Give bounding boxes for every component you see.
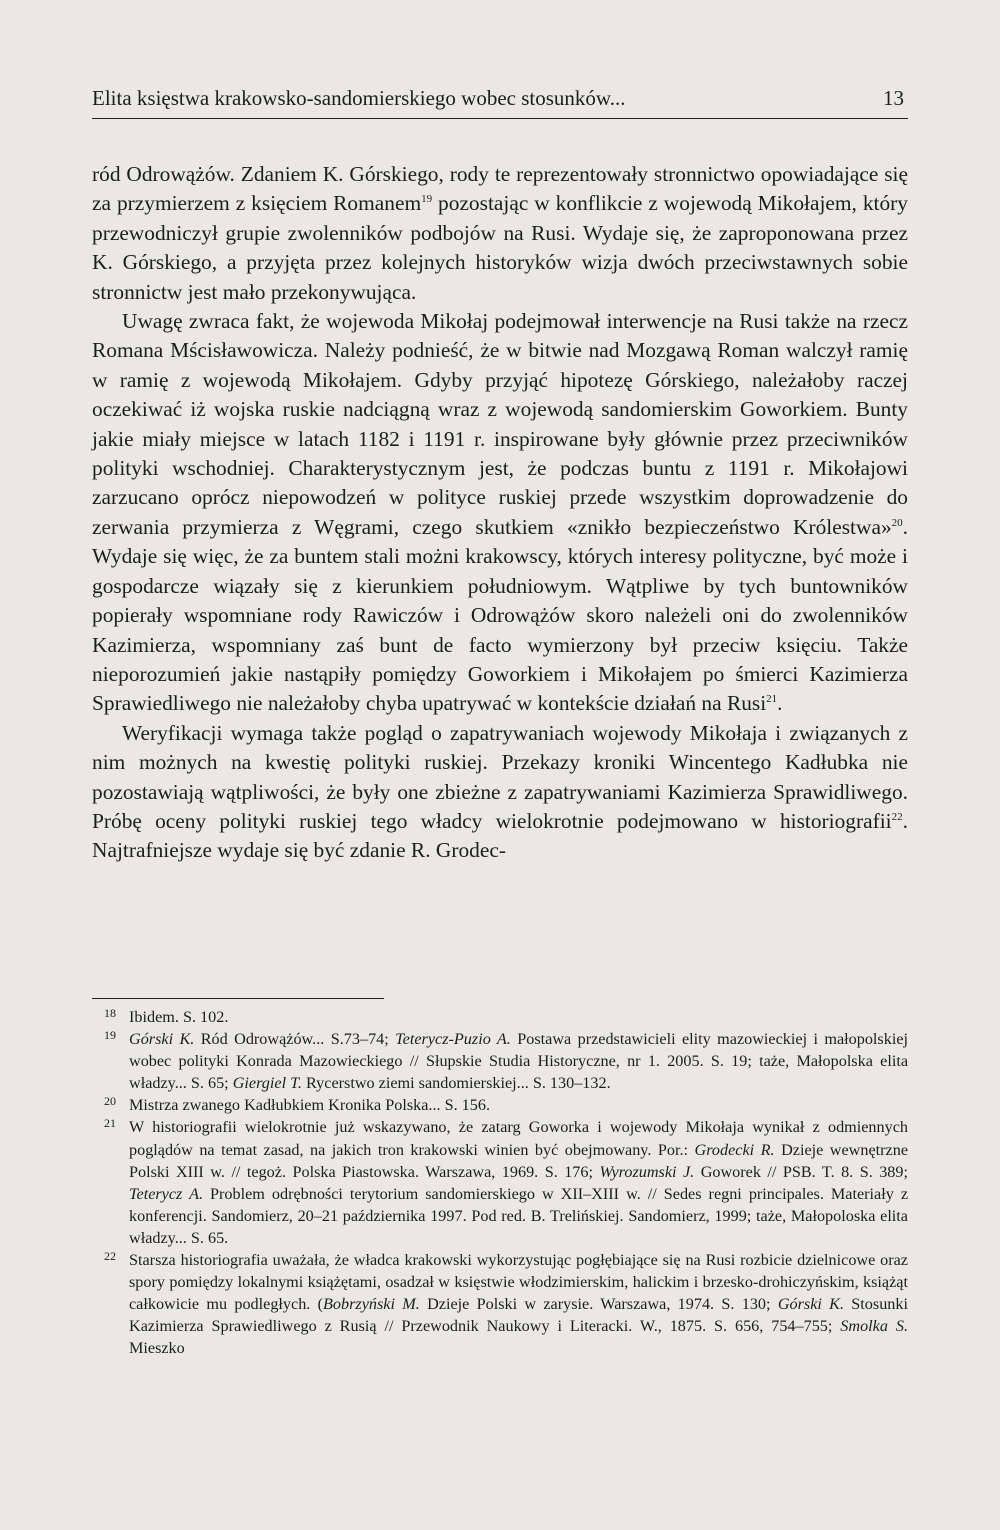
paragraph-2: Uwagę zwraca fakt, że wojewoda Mikołaj podejmował interwencje na Rusi także na rzecz Romana Mścisławowicza. Należy podnieść, że w bitwie nad Mozgawą Roman walczył ramię w ramię z wojewodą Mikołajem. Gdyby przyjąć hipotezę Górskiego, należałoby raczej oczekiwać iż wojska ruskie nadciągną wraz z wojewodą sandomierskim Goworkiem. Bunty jakie miały miejsce w latach 1182 i 1191 r. inspirowane były głównie przez przeciwników polityki wschodniej. Charakterystycznym jest, że podczas buntu z 1191 r. Mikołajowi zarzucano oprócz niepowodzeń w polityce ruskiej przede wszystkim doprowadzenie do zerwania przymierza z Węgrami, czego skutkiem «znikło bezpieczeństwo Królestwa»$^{20}$. Wydaje się więc, że za buntem stali możni krakowscy, których interesy polityczne, być może i gospodarcze wiązały się z kierunkiem południowym. Wątpliwe by tych buntowników popierały wspomniane rody Rawiczów i Odrowążów skoro należeli oni do zwolenników Kazimierza, wspomniany zaś bunt de facto wymierzony był przeciw księciu. Także nieporozumień jakie nastąpiły pomiędzy Goworkiem i Mikołajem po śmierci Kazimierza Sprawiedliwego nie należałoby chyba upatrywać w kontekście działań na Rusi$^{21}$. <box>92 309 908 716</box>
footnote-ref-20: 20 <box>891 516 903 529</box>
paragraph-1: ród Odrowążów. Zdaniem K. Górskiego, rody te reprezentowały stronnictwo opowiadające się za przymierzem z księciem Romanem$^{19}$ pozostając w konflikcie z wojewodą Mikołajem, który przewodniczył grupie zwolenników podbojów na Rusi. Wydaje się, że zaproponowana przez K. Górskiego, a przyjęta przez kolejnych historyków wizja dwóch przeciwstawnych sobie stronnictw jest mało przekonywująca. <box>92 162 908 304</box>
footnote-number: 21 <box>104 1116 116 1131</box>
footnote-21: 21 W historiografii wielokrotnie już wskazywano, że zatarg Goworka i wojewody Mikołaja wynikał z odmiennych poglądów na temat zasad, na jakich tron krakowski winien być obejmowany. Por.: Grodecki R. Dzieje wewnętrzne Polski XIII w. // tegoż. Polska Piastowska. Warszawa, 1969. S. 176; Wyrozumski J. Goworek // PSB. T. 8. S. 389; Teterycz A. Problem odrębności terytorium sandomierskiego w XII–XIII w. // Sedes regni principales. Materiały z konferencji. Sandomierz, 20–21 października 1997. Pod red. B. Trelińskiej. Sandomierz, 1999; taże, Małopoloska elita władzy... S. 65. <box>92 1116 908 1249</box>
footnote-number: 22 <box>104 1249 116 1264</box>
main-text <box>92 160 908 866</box>
footnote-18: 18 Ibidem. S. 102. <box>92 1006 908 1028</box>
footnote-number: 19 <box>104 1028 116 1043</box>
page-number: 13 <box>883 86 904 110</box>
running-header <box>92 86 908 119</box>
footnote-19: 19 Górski K. Ród Odrowążów... S.73–74; Teterycz-Puzio A. Postawa przedstawicieli elity mazowieckiej i małopolskiej wobec polityki Konrada Mazowieckiego // Słupskie Studia Historyczne, nr 1. 2005. S. 19; taże, Małopolska elita władzy... S. 65; Giergiel T. Rycerstwo ziemi sandomierskiej... S. 130–132. <box>92 1028 908 1094</box>
footnote-ref-21: 21 <box>766 693 778 706</box>
footnote-ref-22: 22 <box>891 810 903 823</box>
footnote-divider <box>92 998 384 999</box>
footnote-ref-19: 19 <box>421 193 433 206</box>
paragraph-3: Weryfikacji wymaga także pogląd o zapatrywaniach wojewody Mikołaja i związanych z nim możnych na kwestię polityki ruskiej. Przekazy kroniki Wincentego Kadłubka nie pozostawiają wątpliwości, że były one zbieżne z zapatrywaniami Kazimierza Sprawidliwego. Próbę oceny polityki ruskiej tego władcy wielokrotnie podejmowano w historiografii$^{22}$. Najtrafniejsze wydaje się być zdanie R. Grodec- <box>92 720 908 863</box>
footnotes <box>92 1006 908 1360</box>
footnote-20: 20 Mistrza zwanego Kadłubkiem Kronika Polska... S. 156. <box>92 1094 908 1116</box>
running-title: Elita księstwa krakowsko-sandomierskiego wobec stosunków... <box>92 86 626 110</box>
footnote-22: 22 Starsza historiografia uważała, że władca krakowski wykorzystując pogłębiające się na Rusi rozbicie dzielnicowe oraz spory pomiędzy lokalnymi książętami, osadzał w księstwie włodzimierskim, halickim i brzesko-drohiczyńskim, książąt całkowicie mu podległych. (Bobrzyński M. Dzieje Polski w zarysie. Warszawa, 1974. S. 130; Górski K. Stosunki Kazimierza Sprawiedliwego z Rusią // Przewodnik Naukowy i Literacki. W., 1875. S. 656, 754–755; Smolka S. Mieszko <box>92 1249 908 1359</box>
footnote-number: 20 <box>104 1094 116 1109</box>
footnote-number: 18 <box>104 1006 116 1020</box>
